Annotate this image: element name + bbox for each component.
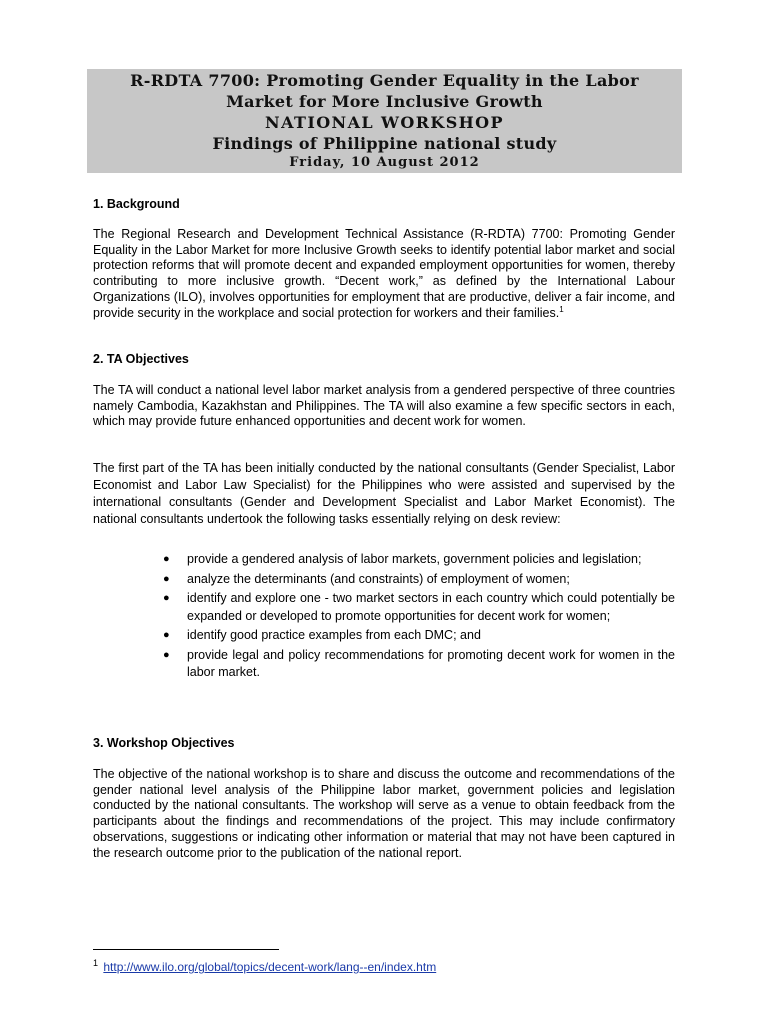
title-date: Friday, 10 August 2012 [289, 155, 480, 170]
title-line-3: NATIONAL WORKSHOP [265, 113, 504, 132]
bullet-icon: ● [163, 592, 170, 604]
list-item [93, 590, 675, 625]
footnote-link[interactable]: http://www.ilo.org/global/topics/decent-work/lang--en/index.htm [103, 960, 437, 974]
background-heading: 1. Background [93, 197, 180, 211]
tasks-list [93, 551, 675, 684]
footnote-reference[interactable]: 1 [559, 304, 564, 314]
footnote-divider [93, 949, 279, 950]
list-item-text: provide legal and policy recommendations for promoting decent work for women in the labor market. [187, 647, 675, 679]
bullet-icon: ● [163, 553, 170, 565]
workshop-objectives-heading: 3. Workshop Objectives [93, 736, 235, 750]
title-line-1: R-RDTA 7700: Promoting Gender Equality in the Labor [130, 71, 639, 90]
bullet-icon: ● [163, 572, 170, 585]
background-paragraph [93, 227, 675, 321]
list-item [93, 551, 675, 569]
title-line-2: Market for More Inclusive Growth [226, 92, 543, 111]
bullet-icon: ● [163, 648, 170, 661]
footnote [93, 956, 436, 975]
list-item [93, 571, 675, 589]
list-item-text: identify and explore one - two market sectors in each country which could potentially be expanded or developed to promote opportunities for decent work for women; [187, 591, 675, 623]
ta-objectives-paragraph-1: The TA will conduct a national level labor market analysis from a gendered perspective of three countries namely Cambodia, Kazakhstan and Philippines. The TA will also examine a few specific sectors in each, which may provide future enhanced opportunities and decent work for women. [93, 383, 675, 429]
list-item-text: provide a gendered analysis of labor markets, government policies and legislation; [187, 552, 642, 566]
title-banner [87, 69, 682, 173]
workshop-objectives-paragraph: The objective of the national workshop is to share and discuss the outcome and recommendations of the gender national level analysis of the Philippine labor market, government policies and legislation conducted by the national consultants. The workshop will serve as a venue to obtain feedback from the participants about the findings and recommendations of the project. This may include confirmatory observations, suggestions or indicating other information or material that may not have been captured in the research outcome prior to the publication of the national report. [93, 767, 675, 860]
ta-objectives-heading: 2. TA Objectives [93, 352, 189, 366]
list-item [93, 627, 675, 645]
footnote-number: 1 [93, 958, 99, 968]
background-text: The Regional Research and Development Technical Assistance (R-RDTA) 7700: Promoting Gender Equality in the Labor Market for more Inclusive Growth seeks to identify potential labor market and social protection reforms that will promote decent and expanded employment opportunities for women, thereby contributing to more inclusive growth. “Decent work,” as defined by the International Labour Organizations (ILO), involves opportunities for employment that are productive, deliver a fair income, and provide security in the workplace and social protection for workers and their families. [93, 227, 675, 320]
list-item-text: identify good practice examples from each DMC; and [187, 628, 481, 642]
list-item [93, 647, 675, 682]
bullet-icon: ● [163, 629, 170, 641]
list-item-text: analyze the determinants (and constraints) of employment of women; [187, 571, 570, 586]
ta-objectives-paragraph-2: The first part of the TA has been initially conducted by the national consultants (Gender Specialist, Labor Economist and Labor Law Specialist) for the Philippines who were assisted and supervised by the international consultants (Gender and Development Specialist and Labor Market Economist). The national consultants undertook the following tasks essentially relying on desk review: [93, 461, 675, 526]
title-line-4: Findings of Philippine national study [212, 134, 557, 153]
